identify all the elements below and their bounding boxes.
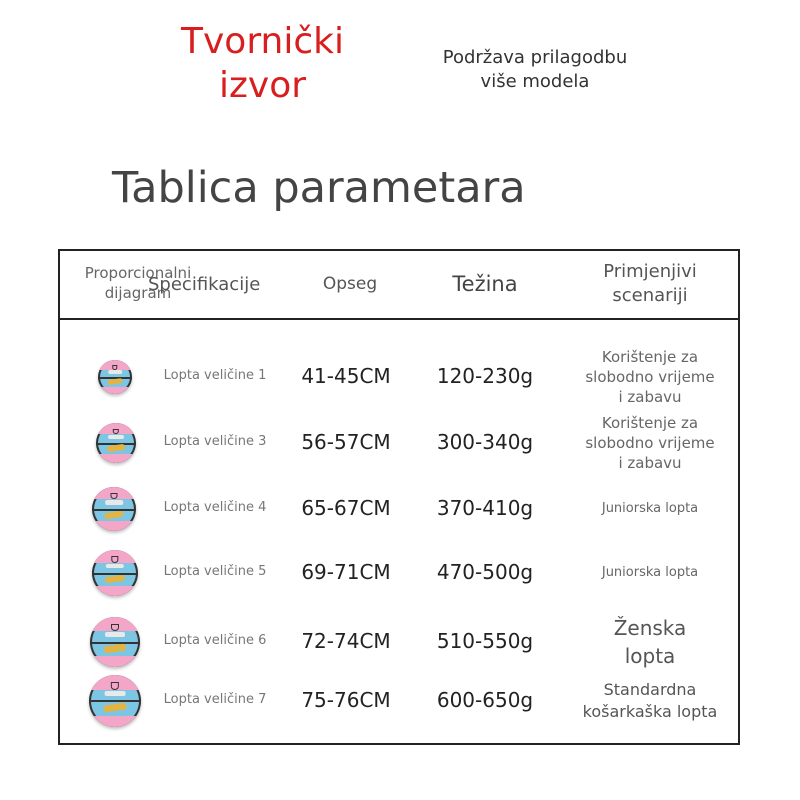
header-scenarios: [570, 260, 730, 308]
scenario-value: [568, 413, 732, 473]
scenario-line: Ženska: [613, 616, 687, 640]
size-label: Lopta veličine 5: [163, 564, 267, 579]
scenario-value: [568, 564, 732, 582]
header-scenarios-line-1: Primjenjivi: [603, 261, 697, 282]
weight-value: 300-340g: [436, 430, 534, 454]
basketball-icon: [89, 675, 141, 727]
scenario-line: Korištenje za: [601, 414, 699, 432]
weight-value: 120-230g: [436, 364, 534, 388]
table-row: [60, 671, 738, 731]
scenario-value: [568, 500, 732, 518]
scenario-line: slobodno vrijeme: [585, 368, 715, 386]
scenario-value: [568, 679, 732, 723]
support-line-2: više modela: [480, 71, 590, 92]
weight-value: 470-500g: [436, 560, 534, 584]
table-row: [60, 413, 738, 473]
scenario-value: [568, 614, 732, 670]
header-scenarios-line-2: scenariji: [612, 285, 688, 306]
factory-line-2: izvor: [218, 65, 307, 106]
header-diagram-line-2: dijagram: [104, 284, 172, 302]
size-label: Lopta veličine 6: [163, 633, 267, 648]
scenario-line: Juniorska lopta: [601, 501, 699, 516]
weight-value: 600-650g: [436, 688, 534, 712]
circumference-value: 75-76CM: [301, 688, 391, 712]
header-weight: Težina: [452, 272, 518, 296]
table-row: [60, 479, 738, 539]
circumference-value: 65-67CM: [301, 496, 391, 520]
scenario-line: Juniorska lopta: [601, 565, 699, 580]
basketball-icon: [90, 617, 140, 667]
scenario-line: Standardna: [603, 680, 697, 699]
page-title: Tablica parametara: [112, 163, 526, 213]
scenario-line: lopta: [624, 644, 676, 668]
support-line-1: Podržava prilagodbu: [442, 47, 628, 68]
basketball-icon: [92, 550, 138, 596]
circumference-value: 41-45CM: [301, 364, 391, 388]
scenario-line: i zabavu: [618, 388, 682, 406]
scenario-line: Korištenje za: [601, 348, 699, 366]
circumference-value: 56-57CM: [301, 430, 391, 454]
table-row: [60, 611, 738, 673]
size-label: Lopta veličine 4: [163, 500, 267, 515]
weight-value: 510-550g: [436, 629, 534, 653]
circumference-value: 69-71CM: [301, 560, 391, 584]
size-label: Lopta veličine 7: [163, 692, 267, 707]
header-diagram-line-1: Proporcionalni: [84, 264, 192, 282]
weight-value: 370-410g: [436, 496, 534, 520]
header-specifications: Specifikacije: [148, 274, 261, 295]
table-row: [60, 347, 738, 407]
table-row: [60, 543, 738, 603]
scenario-line: slobodno vrijeme: [585, 434, 715, 452]
factory-source-heading: [170, 20, 355, 108]
scenario-value: [568, 347, 732, 407]
basketball-icon: [96, 423, 136, 463]
header-circumference: Opseg: [322, 274, 378, 294]
basketball-icon: [92, 487, 136, 531]
factory-line-1: Tvornički: [181, 21, 344, 62]
circumference-value: 72-74CM: [301, 629, 391, 653]
size-label: Lopta veličine 1: [163, 368, 267, 383]
scenario-line: i zabavu: [618, 454, 682, 472]
parameter-table: [58, 249, 740, 745]
basketball-icon: [98, 360, 132, 394]
size-label: Lopta veličine 3: [163, 434, 267, 449]
scenario-line: košarkaška lopta: [582, 702, 718, 721]
table-header-row: [60, 251, 738, 320]
customization-note: [420, 46, 650, 94]
